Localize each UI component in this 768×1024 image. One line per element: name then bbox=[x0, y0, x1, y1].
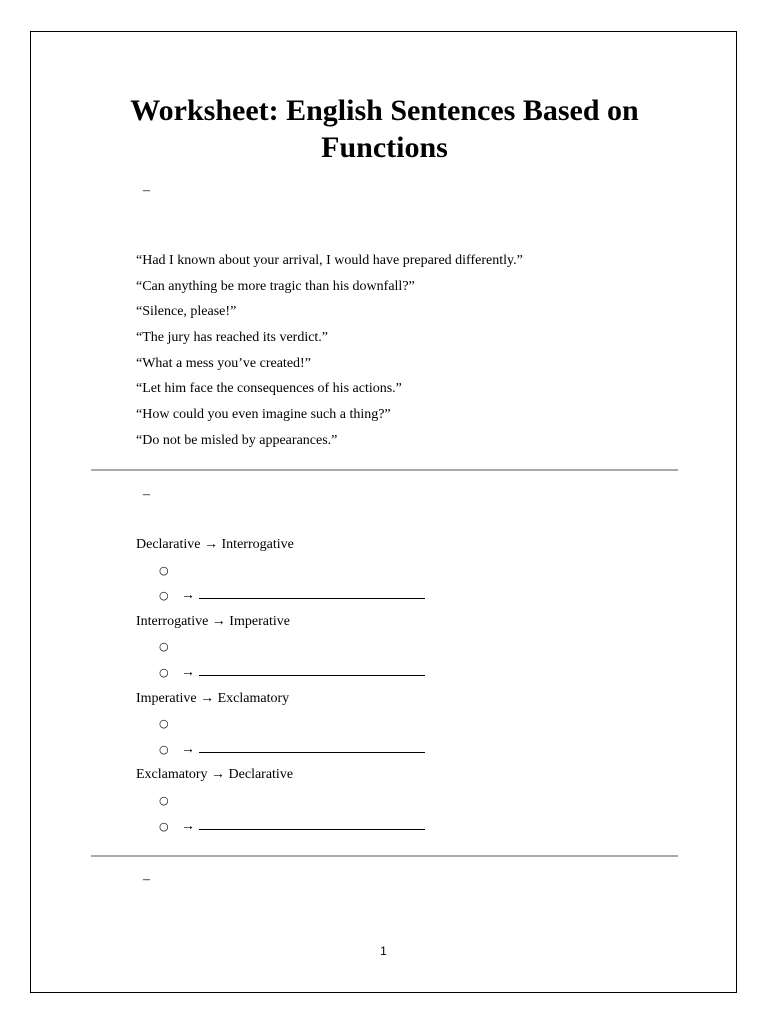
answer-row-converted bbox=[136, 814, 425, 840]
sentence-item: “What a mess you’ve created!” bbox=[136, 355, 311, 371]
arrow-icon: → bbox=[181, 588, 195, 604]
section-marker-1: – bbox=[143, 183, 150, 198]
bullet-icon: ○ bbox=[159, 742, 169, 756]
sentence-item: “Had I known about your arrival, I would have prepared differently.” bbox=[136, 253, 523, 268]
bullet-icon: ○ bbox=[159, 563, 169, 577]
sentence-item: “Can anything be more tragic than his downfall?” bbox=[136, 278, 415, 294]
bullet-icon: ○ bbox=[159, 665, 169, 679]
bullet-icon: ○ bbox=[159, 589, 169, 603]
answer-row-original bbox=[136, 788, 425, 814]
transformation-heading: Interrogative → Imperative bbox=[136, 613, 290, 629]
answer-row-original bbox=[136, 558, 425, 584]
page-number: 1 bbox=[380, 944, 387, 958]
sentence-list bbox=[136, 248, 523, 454]
arrow-icon: → bbox=[181, 741, 195, 757]
answer-row-converted bbox=[136, 583, 425, 609]
sentence-item: “Silence, please!” bbox=[136, 304, 237, 320]
answer-blank-line[interactable] bbox=[199, 738, 425, 753]
answer-row-converted bbox=[136, 660, 425, 686]
answer-blank-line[interactable] bbox=[199, 661, 425, 676]
section-marker-3: – bbox=[143, 872, 150, 887]
answer-row-original bbox=[136, 711, 425, 737]
bullet-icon: ○ bbox=[159, 793, 169, 807]
sentence-item: “How could you even imagine such a thing?” bbox=[136, 407, 391, 423]
answer-row-converted bbox=[136, 737, 425, 763]
page-title: Worksheet: English Sentences Based on Functions bbox=[130, 94, 639, 164]
section-divider bbox=[91, 855, 678, 857]
document-page bbox=[30, 31, 737, 993]
arrow-icon: → bbox=[181, 664, 195, 680]
transformation-heading: Exclamatory → Declarative bbox=[136, 767, 294, 783]
sentence-item: “The jury has reached its verdict.” bbox=[136, 330, 329, 346]
sentence-item: “Do not be misled by appearances.” bbox=[136, 432, 338, 448]
answer-blank-line[interactable] bbox=[199, 584, 425, 599]
answer-row-original bbox=[136, 634, 425, 660]
answer-blank-line[interactable] bbox=[199, 815, 425, 830]
bullet-icon: ○ bbox=[159, 819, 169, 833]
transformation-heading: Imperative → Exclamatory bbox=[136, 690, 290, 706]
section-divider bbox=[91, 469, 678, 471]
section-marker-2: – bbox=[143, 487, 150, 502]
bullet-icon: ○ bbox=[159, 640, 169, 654]
bullet-icon: ○ bbox=[159, 717, 169, 731]
transformation-list bbox=[136, 532, 425, 839]
transformation-heading: Declarative → Interrogative bbox=[136, 537, 294, 552]
sentence-item: “Let him face the consequences of his actions.” bbox=[136, 381, 402, 397]
arrow-icon: → bbox=[181, 818, 195, 834]
